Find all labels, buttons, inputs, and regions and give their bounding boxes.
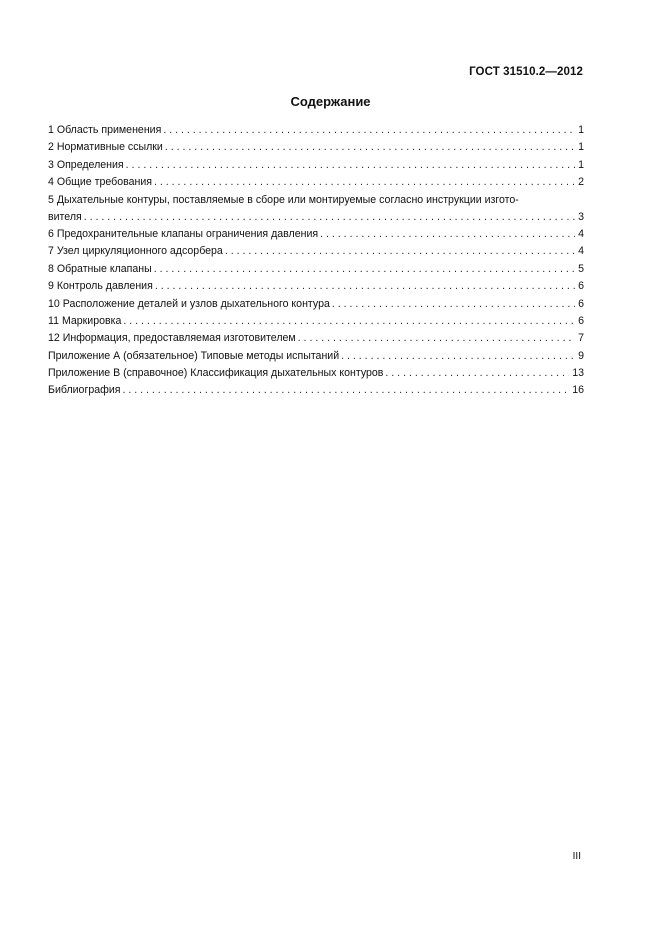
toc-entry-check-valves[interactable] bbox=[48, 261, 584, 278]
toc-entry-text: 8 Обратные клапаны bbox=[48, 262, 152, 275]
toc-entry-page: 4 bbox=[578, 245, 584, 258]
toc-title: Содержание bbox=[290, 94, 371, 109]
toc-entry-text: 2 Нормативные ссылки bbox=[48, 141, 163, 154]
toc-entry-text: 7 Узел циркуляционного адсорбера bbox=[48, 245, 223, 258]
toc-leader-dots bbox=[332, 296, 575, 313]
toc-entry-relief-valves[interactable] bbox=[48, 226, 584, 243]
toc-entry-page: 4 bbox=[578, 227, 584, 240]
toc-entry-annex-b[interactable] bbox=[48, 365, 584, 382]
toc-entry-text: 10 Расположение деталей и узлов дыхательного контура bbox=[48, 297, 330, 310]
toc-entry-general-requirements[interactable] bbox=[48, 174, 584, 191]
toc-leader-dots bbox=[341, 348, 575, 365]
toc-entry-page: 6 bbox=[578, 314, 584, 327]
toc-entry-page: 6 bbox=[578, 297, 584, 310]
toc-entry-text: 9 Контроль давления bbox=[48, 280, 153, 293]
toc-entry-page: 7 bbox=[578, 332, 584, 345]
toc-entry-marking[interactable] bbox=[48, 313, 584, 330]
toc-entry-text: 6 Предохранительные клапаны ограничения давления bbox=[48, 227, 319, 240]
toc-entry-text: 1 Область применения bbox=[48, 124, 162, 136]
toc-leader-dots bbox=[165, 139, 575, 156]
toc-entry-page: 5 bbox=[578, 262, 584, 275]
toc-leader-dots bbox=[154, 174, 575, 191]
toc-entry-text: вителя bbox=[48, 210, 82, 223]
toc-entry-normative-references[interactable] bbox=[48, 139, 584, 156]
toc-leader-dots bbox=[154, 261, 575, 278]
toc-entry-page: 1 bbox=[578, 124, 584, 136]
toc-entry-absorber-assembly[interactable] bbox=[48, 243, 584, 260]
toc-entry-breathing-systems-line1[interactable] bbox=[48, 192, 584, 209]
toc-leader-dots bbox=[298, 330, 575, 347]
toc-entry-annex-a[interactable] bbox=[48, 348, 584, 365]
toc-entry-page: 6 bbox=[578, 280, 584, 293]
toc-leader-dots bbox=[123, 313, 575, 330]
toc-entry-text: 3 Определения bbox=[48, 158, 124, 171]
toc-entry-page: 9 bbox=[578, 349, 584, 362]
toc-entry-definitions[interactable] bbox=[48, 157, 584, 174]
toc-entry-manufacturer-information[interactable] bbox=[48, 330, 584, 347]
toc-leader-dots bbox=[84, 209, 575, 226]
toc-leader-dots bbox=[385, 365, 569, 382]
page-number: III bbox=[572, 851, 581, 862]
toc-entry-component-layout[interactable] bbox=[48, 296, 584, 313]
toc-entry-pressure-monitoring[interactable] bbox=[48, 278, 584, 295]
toc-entry-breathing-systems-line2[interactable] bbox=[48, 209, 584, 226]
toc-entry-text: Приложение В (справочное) Классификация дыхательных контуров bbox=[48, 367, 384, 380]
toc-entry-page: 1 bbox=[578, 141, 584, 154]
toc-entry-text: Библиография bbox=[48, 384, 121, 397]
toc-leader-dots bbox=[155, 278, 575, 295]
toc-leader-dots bbox=[163, 122, 575, 139]
toc-leader-dots bbox=[320, 226, 575, 243]
document-code: ГОСТ 31510.2—2012 bbox=[469, 66, 583, 78]
toc-entry-bibliography[interactable] bbox=[48, 382, 584, 399]
toc-entry-scope[interactable] bbox=[48, 122, 584, 139]
toc-entry-text: 11 Маркировка bbox=[48, 314, 122, 327]
table-of-contents bbox=[48, 122, 584, 400]
toc-entry-text: 5 Дыхательные контуры, поставляемые в сборе или монтируемые согласно инструкции изгото- bbox=[48, 193, 519, 206]
toc-entry-page: 1 bbox=[578, 158, 584, 171]
toc-entry-page: 16 bbox=[572, 384, 584, 397]
toc-entry-page: 3 bbox=[578, 210, 584, 223]
toc-entry-text: 4 Общие требования bbox=[48, 176, 152, 189]
toc-entry-page: 13 bbox=[572, 367, 584, 380]
toc-entry-text: Приложение А (обязательное) Типовые методы испытаний bbox=[48, 349, 340, 362]
toc-entry-text: 12 Информация, предоставляемая изготовителем bbox=[48, 332, 296, 345]
toc-leader-dots bbox=[126, 157, 575, 174]
toc-leader-dots bbox=[122, 382, 569, 399]
toc-entry-page: 2 bbox=[578, 176, 584, 189]
toc-leader-dots bbox=[225, 243, 575, 260]
